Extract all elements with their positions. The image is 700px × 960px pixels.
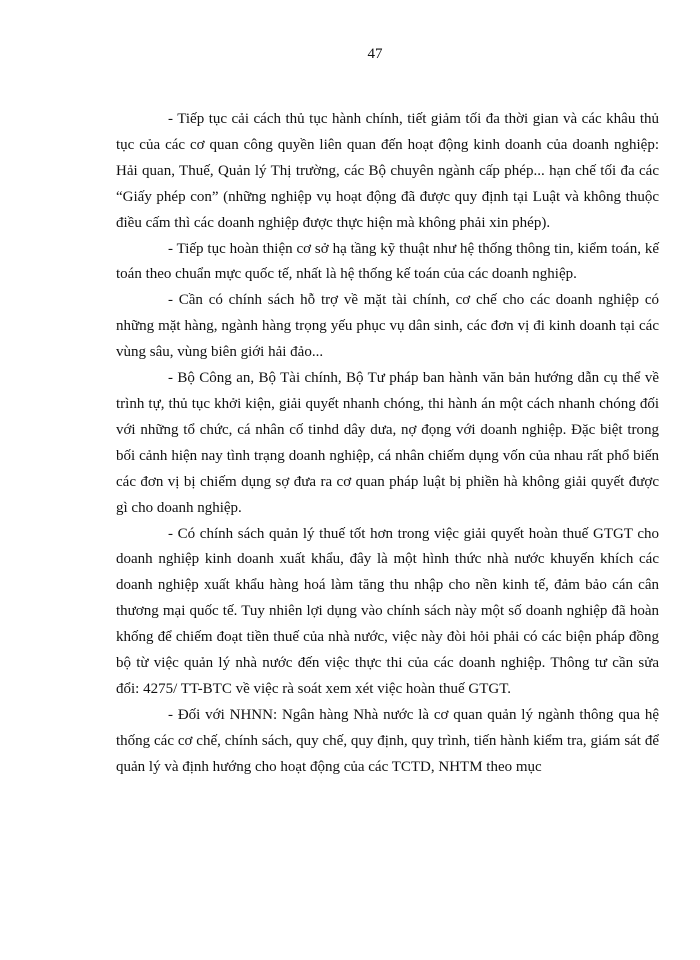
- body-text: [116, 107, 659, 781]
- paragraph-infrastructure: - Tiếp tục hoàn thiện cơ sở hạ tầng kỹ thuật như hệ thống thông tin, kiểm toán, kế toán theo chuẩn mực quốc tế, nhất là hệ thống kế toán của các doanh nghiệp.: [116, 240, 659, 283]
- page-number: 47: [367, 46, 383, 62]
- paragraph-legal-guidance: - Bộ Công an, Bộ Tài chính, Bộ Tư pháp ban hành văn bản hướng dẫn cụ thể về trình tự, thủ tục khởi kiện, giải quyết nhanh chóng, thi hành án một cách nhanh chóng đối với những tổ chức, cá nhân cố tinhd dây dưa, nợ đọng với doanh nghiệp. Đặc biệt trong bối cảnh hiện nay tình trạng doanh nghiệp, cá nhân chiếm dụng vốn của nhau rất phổ biến các đơn vị bị chiếm dụng sợ đưa ra cơ quan pháp luật bị phiền hà không giải quyết được gì cho doanh nghiệp.: [116, 370, 659, 516]
- paragraph-tax-management: - Có chính sách quản lý thuế tốt hơn trong việc giải quyết hoàn thuế GTGT cho doanh nghiệp kinh doanh xuất khẩu, đây là một hình thức nhà nước khuyến khích các doanh nghiệp xuất khẩu hàng hoá làm tăng thu nhập cho nền kinh tế, đảm bảo cán cân thương mại quốc tế. Tuy nhiên lợi dụng vào chính sách này một số doanh nghiệp đã hoàn khống để chiếm đoạt tiền thuế của nhà nước, việc này đòi hỏi phải có các biện pháp đồng bộ từ việc quản lý nhà nước đến việc thực thi của các doanh nghiệp. Thông tư cần sửa đổi: 4275/ TT-BTC về việc rà soát xem xét việc hoàn thuế GTGT.: [116, 525, 659, 697]
- paragraph-state-bank: - Đối với NHNN: Ngân hàng Nhà nước là cơ quan quản lý ngành thông qua hệ thống các cơ chế, chính sách, quy chế, quy định, quy trình, tiến hành kiểm tra, giám sát để quản lý và định hướng cho hoạt động của các TCTD, NHTM theo mục: [116, 706, 659, 775]
- paragraph-admin-reform: - Tiếp tục cải cách thủ tục hành chính, tiết giảm tối đa thời gian và các khâu thủ tục của các cơ quan công quyền liên quan đến hoạt động kinh doanh của doanh nghiệp: Hải quan, Thuế, Quản lý Thị trường, các Bộ chuyên ngành cấp phép... hạn chế tối đa các “Giấy phép con” (những nghiệp vụ hoạt động đã được quy định tại Luật và không thuộc điều cấm thì các doanh nghiệp được thực hiện mà không phải xin phép).: [116, 111, 659, 231]
- paragraph-financial-support: - Cần có chính sách hỗ trợ về mặt tài chính, cơ chế cho các doanh nghiệp có những mặt hàng, ngành hàng trọng yếu phục vụ dân sinh, các đơn vị đi kinh doanh tại các vùng sâu, vùng biên giới hải đảo...: [116, 292, 659, 361]
